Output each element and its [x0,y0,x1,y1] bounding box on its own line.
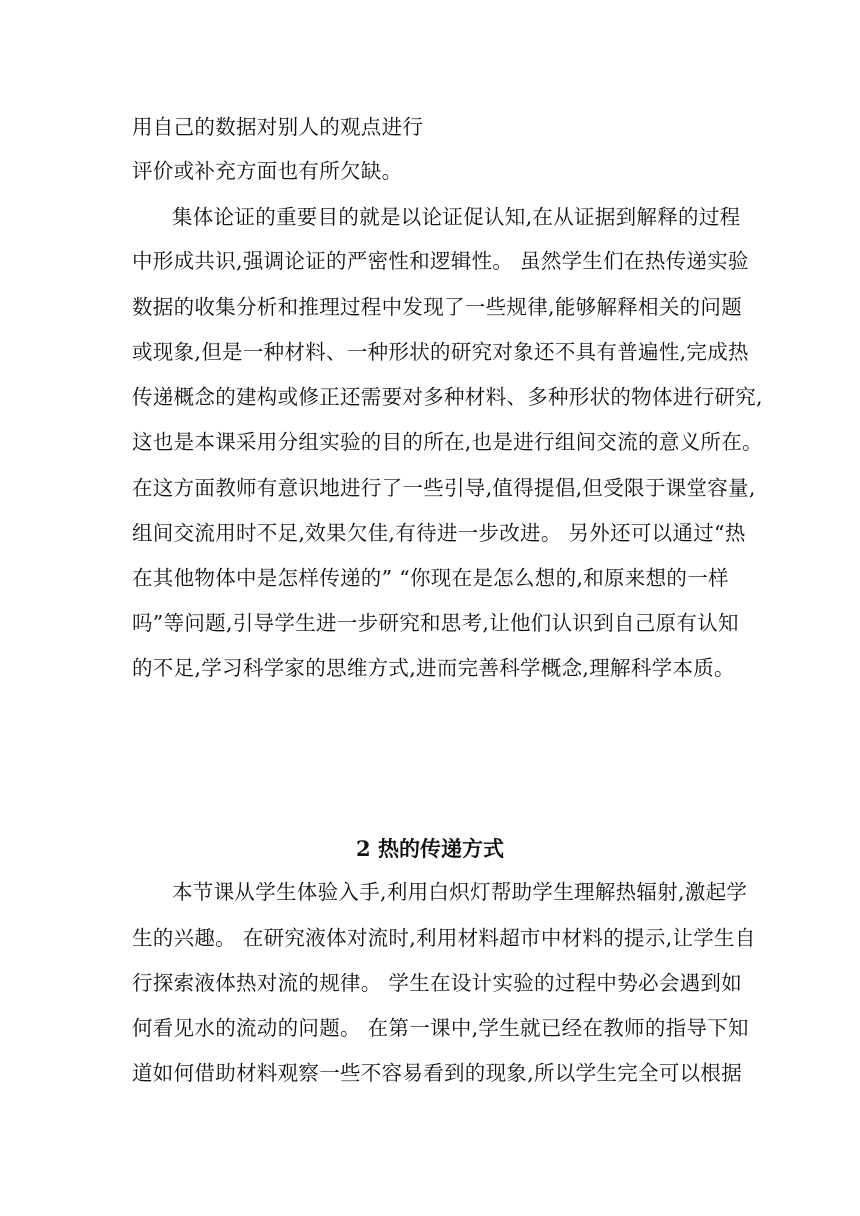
paragraph-line: 在这方面教师有意识地进行了一些引导,值得提倡,但受限于课堂容量, [132,476,756,500]
paragraph-line: 何看见水的流动的问题。 在第一课中,学生就已经在教师的指导下知 [132,1016,749,1040]
paragraph-line: 在其他物体中是怎样传递的” “你现在是怎么想的,和原来想的一样 [132,566,729,590]
paragraph-line: 组间交流用时不足,效果欠佳,有待进一步改进。 另外还可以通过“热 [132,521,746,545]
paragraph-line: 数据的收集分析和推理过程中发现了一些规律,能够解释相关的问题 [132,295,743,319]
paragraph-line: 行探索液体热对流的规律。 学生在设计实验的过程中势必会遇到如 [132,971,743,995]
paragraph-line: 中形成共识,强调论证的严密性和逻辑性。 虽然学生们在热传递实验 [132,249,749,273]
paragraph-line: 道如何借助材料观察一些不容易看到的现象,所以学生完全可以根据 [132,1061,743,1085]
paragraph-line: 的不足,学习科学家的思维方式,进而完善科学概念,理解科学本质。 [132,656,735,680]
paragraph-line: 这也是本课采用分组实验的目的所在,也是进行组间交流的意义所在。 [132,430,763,454]
paragraph-line: 吗”等问题,引导学生进一步研究和思考,让他们认识到自己原有认知 [132,611,739,635]
paragraph-line: 生的兴趣。 在研究液体对流时,利用材料超市中材料的提示,让学生自 [132,926,756,950]
paragraph-line: 集体论证的重要目的就是以论证促认知,在从证据到解释的过程 [172,205,741,229]
paragraph-line: 本节课从学生体验入手,利用白炽灯帮助学生理解热辐射,激起学 [172,880,748,904]
paragraph-line: 评价或补充方面也有所欠缺。 [132,159,403,183]
paragraph-line: 或现象,但是一种材料、一种形状的研究对象还不具有普遍性,完成热 [132,340,749,364]
section-heading: 2 热的传递方式 [356,836,504,861]
paragraph-line: 传递概念的建构或修正还需要对多种材料、多种形状的物体进行研究, [132,385,763,409]
paragraph-line: 用自己的数据对别人的观点进行 [132,115,424,139]
